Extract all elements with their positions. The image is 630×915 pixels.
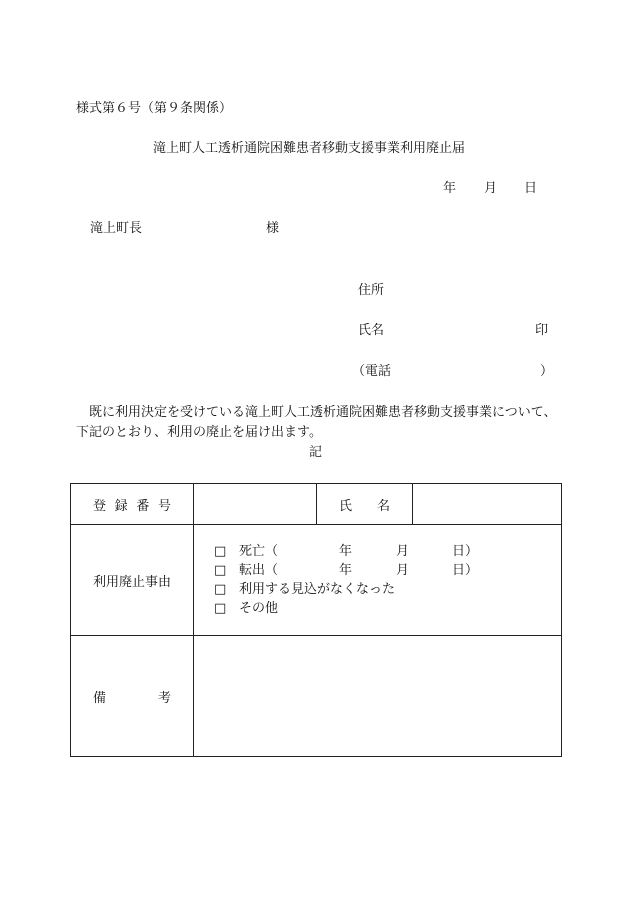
reason-option [214,599,561,618]
checkbox-icon[interactable]: □ [214,601,227,616]
addressee-honorific: 様 [266,221,280,236]
label-char: 登 [93,498,107,514]
notice-table [70,483,562,757]
remarks-field[interactable] [194,636,562,757]
reason-option [214,580,561,599]
table-name-label [317,495,412,514]
table-row [71,525,562,636]
label-char: 氏 [339,498,353,514]
ki-heading: 記 [309,445,323,460]
label-char: 番 [136,498,150,514]
reason-option-text: 死亡（ [239,544,279,559]
checkbox-icon[interactable]: □ [214,544,227,559]
reason-options [194,542,561,618]
reg-number-label-cell [71,484,194,525]
reason-option-text: その他 [239,601,279,616]
name-label-cell [317,484,413,525]
reason-date-month: 月 [396,544,410,559]
phone-close-paren: ） [540,364,554,379]
reg-number-field[interactable] [194,484,317,525]
reason-date-year: 年 [339,563,353,578]
seal-mark: 印 [535,323,549,338]
reason-option [214,561,561,580]
reason-date-day: 日） [452,563,479,578]
body-text [76,403,566,443]
date-year: 年 [443,181,457,196]
name-label: 氏名 [358,323,385,338]
reg-number-label [71,495,193,514]
date-month: 月 [484,181,498,196]
label-char: 名 [376,498,390,514]
reason-label: 利用廃止事由 [71,525,194,636]
table-row [71,636,562,757]
label-char: 録 [114,498,128,514]
form-number: 様式第６号（第９条関係） [76,101,233,116]
reason-option-text: 利用する見込がなくなった [239,582,396,597]
body-paragraph: 既に利用決定を受けている滝上町人工透析通院困難患者移動支援事業について、下記のとおり、利用の廃止を届け出ます。 [76,405,557,440]
reason-options-cell [194,525,562,636]
reason-option [214,542,561,561]
addressee-name: 滝上町長 [90,221,143,236]
reason-date-year: 年 [339,544,353,559]
reason-option-text: 転出（ [239,563,279,578]
name-field[interactable] [413,484,562,525]
table-row [71,484,562,525]
address-label: 住所 [358,283,385,298]
label-char: 備 [93,690,107,706]
label-char: 号 [157,498,171,514]
phone-label: （電話 [352,364,392,379]
checkbox-icon[interactable]: □ [214,563,227,578]
form-title: 滝上町人工透析通院困難患者移動支援事業利用廃止届 [153,141,466,156]
remarks-label-cell [71,636,194,757]
checkbox-icon[interactable]: □ [214,582,227,597]
reason-date-month: 月 [396,563,410,578]
remarks-label [71,687,193,706]
reason-date-day: 日） [452,544,479,559]
label-char: 考 [157,690,171,706]
date-day: 日 [524,181,538,196]
